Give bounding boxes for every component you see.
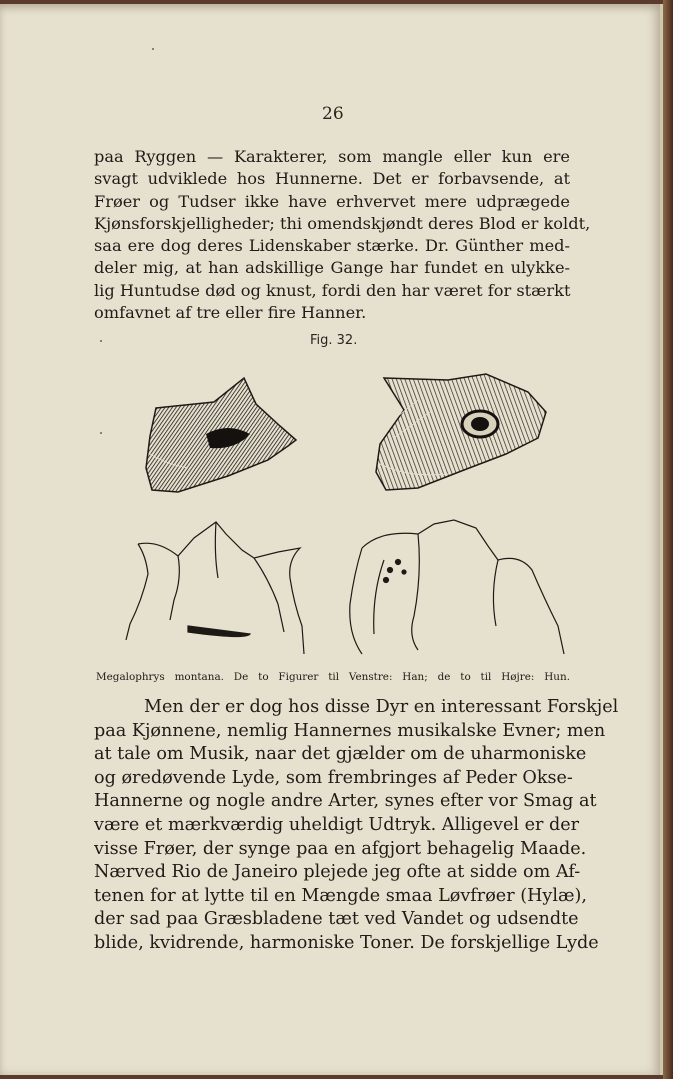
female-dorsal-illustration: [350, 520, 564, 654]
text-line: og øredøvende Lyde, som frembringes af Peder Okse-: [94, 767, 573, 788]
text-line: paa Ryggen — Karakterer, som mangle eller kun ere: [94, 147, 570, 166]
book-page: [0, 4, 663, 1075]
text-line: visse Frøer, der synge paa en afgjort behagelig Maade.: [94, 838, 587, 859]
text-line: være et mærkværdig uheldigt Udtryk. Alligevel er der: [94, 814, 580, 835]
book-binding-edge: [663, 0, 673, 1079]
figure-caption: Megalophrys montana. De to Figurer til Venstre: Han; de to til Højre: Hun.: [96, 671, 570, 683]
frog-engraving-figure: [118, 364, 578, 664]
paragraph-2: [94, 696, 619, 956]
text-line: at tale om Musik, naar det gjælder om de uharmoniske: [94, 744, 587, 765]
text-line: deler mig, at han adskillige Gange har fundet en ulykke-: [94, 258, 570, 278]
paper-speck: [152, 48, 154, 50]
text-line: blide, kvidrende, harmoniske Toner. De forskjellige Lyde: [94, 932, 599, 953]
text-line: omfavnet af tre eller fire Hanner.: [94, 303, 367, 323]
figure-label: Fig. 32.: [310, 333, 358, 348]
male-dorsal-illustration: [126, 522, 304, 654]
paper-speck: [100, 432, 102, 434]
text-line: Nærved Rio de Janeiro plejede jeg ofte at sidde om Af-: [94, 862, 581, 883]
female-head-illustration: [376, 374, 546, 490]
text-line: Kjønsforskjelligheder; thi omendskjøndt deres Blod er koldt,: [94, 213, 591, 233]
male-head-illustration: [146, 378, 296, 492]
text-line: Hannerne og nogle andre Arter, synes efter vor Smag at: [94, 791, 597, 812]
text-line: paa Kjønnene, nemlig Hannernes musikalske Evner; men: [94, 720, 606, 741]
text-line: Frøer og Tudser ikke have erhvervet mere udprægede: [94, 191, 570, 211]
paragraph-1: [94, 146, 591, 324]
text-line: Men der er dog hos disse Dyr en interessant Forskjel: [144, 697, 619, 717]
paper-speck: [100, 340, 102, 342]
text-line: saa ere dog deres Lidenskaber stærke. Dr. Günther med-: [94, 236, 570, 256]
text-line: lig Huntudse død og knust, fordi den har været for stærkt: [94, 280, 571, 300]
page-number: 26: [322, 104, 344, 124]
text-line: tenen for at lytte til en Mængde smaa Løvfrøer (Hylæ),: [94, 885, 587, 906]
text-line: svagt udviklede hos Hunnerne. Det er forbavsende, at: [94, 169, 570, 189]
text-line: der sad paa Græsbladene tæt ved Vandet og udsendte: [94, 909, 579, 930]
